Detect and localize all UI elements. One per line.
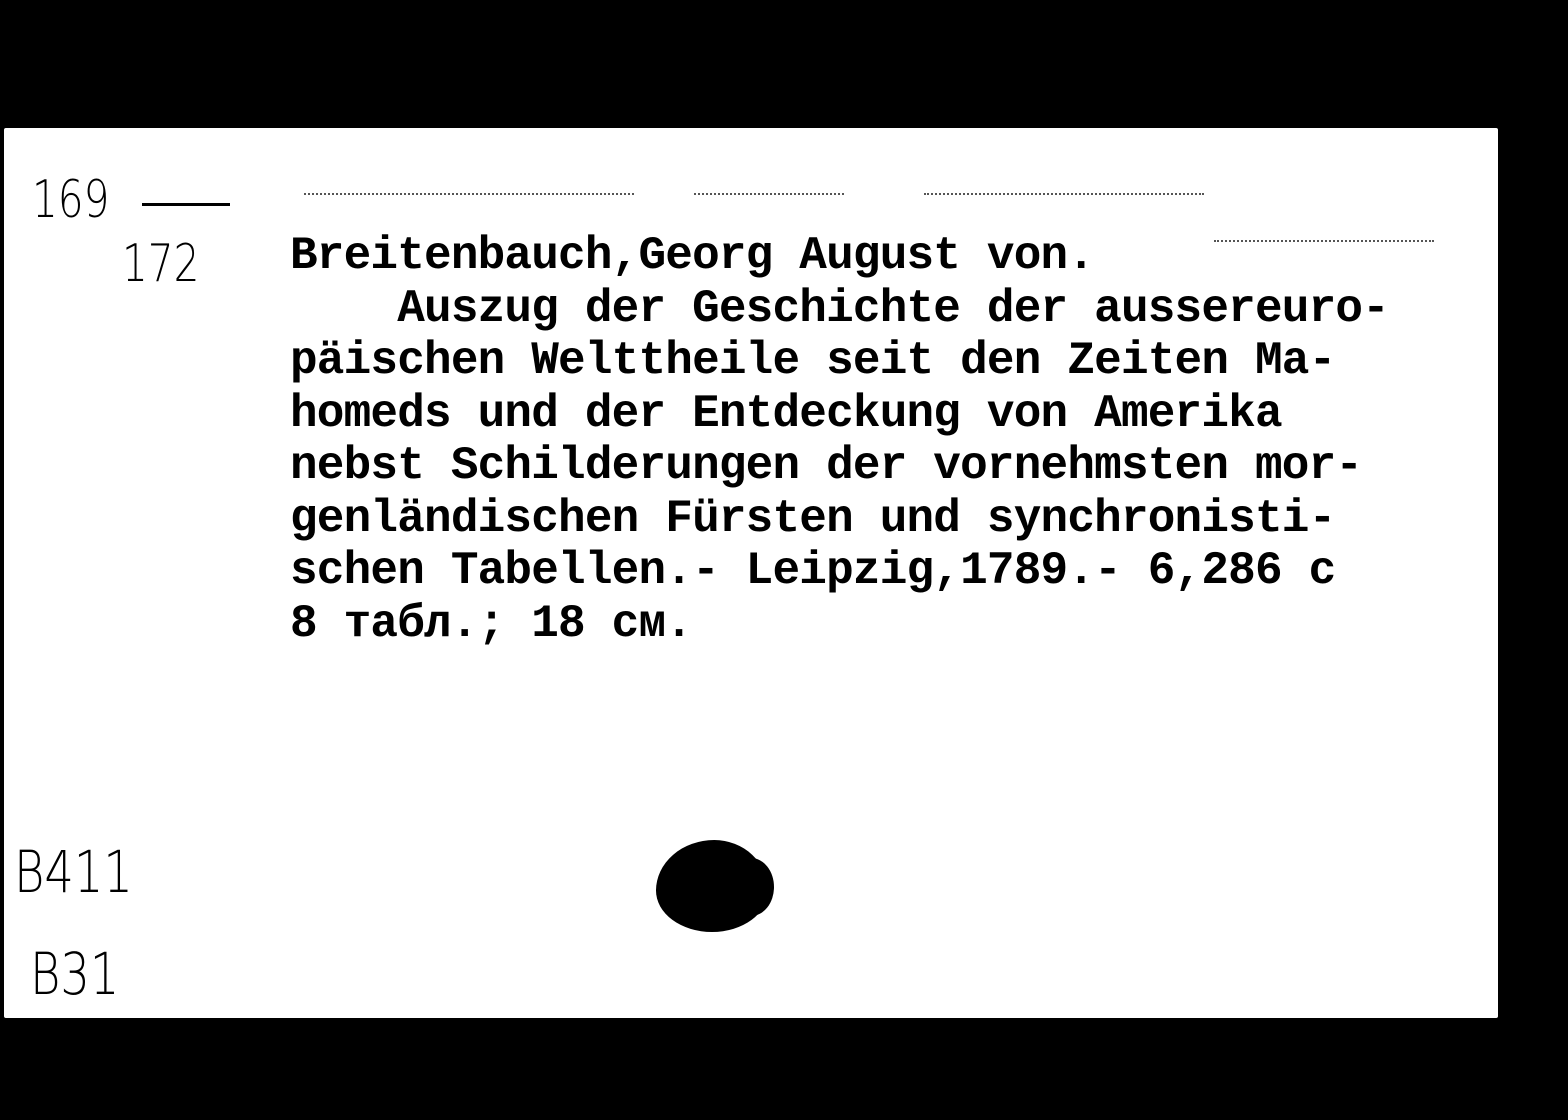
faint-dotted-rule xyxy=(304,193,634,195)
entry-author-line: Breitenbauch,Georg August von. xyxy=(290,230,1095,282)
entry-line: genländischen Fürsten und synchronisti- xyxy=(290,492,1336,545)
entry-line: schen Tabellen.- Leipzig,1789.- 6,286 c xyxy=(290,545,1336,597)
entry-line: 8 табл.; 18 см. xyxy=(290,597,693,650)
entry-line: homeds und der Entdeckung von Amerika xyxy=(290,387,1282,440)
catalog-card xyxy=(4,128,1498,1018)
shelf-range-top: 169 xyxy=(32,170,110,230)
punch-hole-edge xyxy=(728,858,774,916)
entry-line: nebst Schilderungen der vornehmsten mor- xyxy=(290,440,1363,492)
faint-dotted-rule xyxy=(694,193,844,195)
entry-line: päischen Welttheile seit den Zeiten Ma- xyxy=(290,335,1336,387)
shelf-range-rule xyxy=(142,203,230,206)
faint-dotted-rule xyxy=(924,193,1204,195)
call-number-secondary: B31 xyxy=(30,940,120,1008)
bibliographic-entry xyxy=(290,230,1496,650)
entry-line: Auszug der Geschichte der aussereuro- xyxy=(290,282,1389,335)
shelf-range-bottom: 172 xyxy=(122,234,200,294)
call-number-primary: B411 xyxy=(14,838,133,906)
